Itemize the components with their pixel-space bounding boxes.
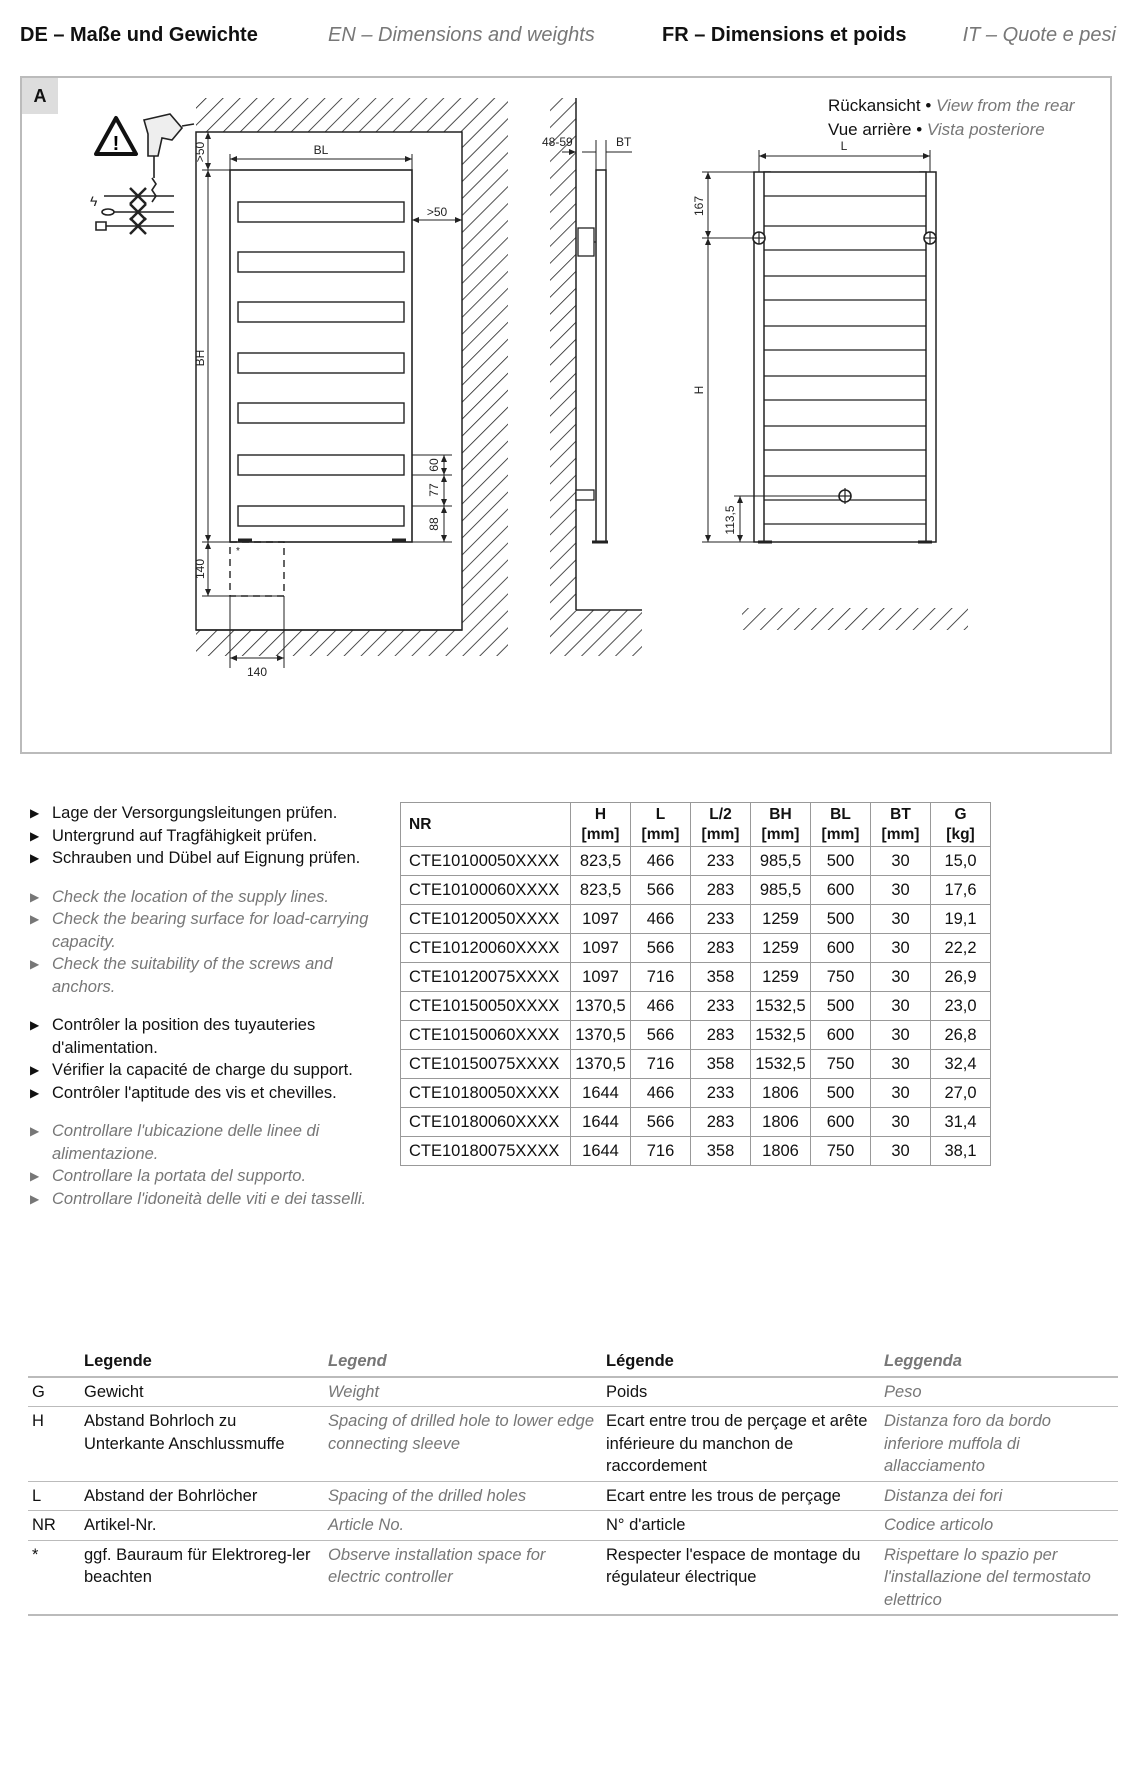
table-cell: 985,5 xyxy=(751,876,811,905)
spec-header-row xyxy=(401,803,991,847)
check-item: ▶ Controllare l'idoneità delle viti e dei tasselli. xyxy=(28,1188,388,1211)
check-item: ▶ Controllare l'ubicazione delle linee di alimentazione. xyxy=(28,1120,388,1165)
figure-tag: A xyxy=(22,78,58,114)
table-cell: 30 xyxy=(871,1137,931,1166)
legend-row xyxy=(28,1511,1118,1541)
check-item: ▶ Untergrund auf Tragfähigkeit prüfen. xyxy=(28,825,388,848)
table-cell: 1370,5 xyxy=(571,992,631,1021)
legend-row xyxy=(28,1540,1118,1615)
header-de: DE – Maße und Gewichte xyxy=(20,24,258,46)
table-cell: 566 xyxy=(631,876,691,905)
legend-cell: * xyxy=(28,1540,80,1615)
table-cell: 38,1 xyxy=(931,1137,991,1166)
table-cell: 233 xyxy=(691,905,751,934)
table-cell: 1097 xyxy=(571,905,631,934)
side-view xyxy=(550,98,642,656)
side-dimension-labels xyxy=(542,135,632,149)
checks-de xyxy=(28,802,388,870)
col-bt: BT [mm] xyxy=(871,803,931,847)
drill-icon xyxy=(144,114,194,202)
legend-cell: Ecart entre les trous de perçage xyxy=(602,1481,880,1511)
legend-head-key xyxy=(28,1347,80,1377)
legend-row xyxy=(28,1407,1118,1482)
table-cell: 283 xyxy=(691,1108,751,1137)
table-cell: 600 xyxy=(811,1021,871,1050)
table-cell: 30 xyxy=(871,847,931,876)
label-60: 60 xyxy=(427,458,441,472)
table-cell: 283 xyxy=(691,876,751,905)
table-cell: 233 xyxy=(691,1079,751,1108)
table-cell: CTE10150060XXXX xyxy=(401,1021,571,1050)
legend-head-de: Legende xyxy=(80,1347,324,1377)
table-cell: 466 xyxy=(631,847,691,876)
table-cell: 985,5 xyxy=(751,847,811,876)
installation-checks xyxy=(28,802,388,1226)
table-cell: 500 xyxy=(811,1079,871,1108)
table-cell: 1532,5 xyxy=(751,1050,811,1079)
table-cell: CTE10120075XXXX xyxy=(401,963,571,992)
table-row xyxy=(401,1050,991,1079)
legend-cell: Gewicht xyxy=(80,1377,324,1407)
col-nr: NR xyxy=(401,803,571,847)
table-cell: 283 xyxy=(691,934,751,963)
checks-en xyxy=(28,886,388,999)
legend-cell: Distanza dei fori xyxy=(880,1481,1118,1511)
table-cell: 716 xyxy=(631,963,691,992)
table-cell: 1806 xyxy=(751,1108,811,1137)
table-cell: 1259 xyxy=(751,963,811,992)
label-wall-gap: 48-59 xyxy=(542,135,573,149)
legend-cell: Spacing of the drilled holes xyxy=(324,1481,602,1511)
label-88: 88 xyxy=(427,517,441,531)
legend-body xyxy=(28,1377,1118,1616)
table-cell: 466 xyxy=(631,992,691,1021)
checks-fr xyxy=(28,1014,388,1104)
label-140-v: 140 xyxy=(193,558,207,580)
legend-cell: ggf. Bauraum für Elektroreg-ler beachten xyxy=(80,1540,324,1615)
radiator-front xyxy=(230,170,412,596)
table-cell: CTE10150050XXXX xyxy=(401,992,571,1021)
table-cell: CTE10180060XXXX xyxy=(401,1108,571,1137)
legend-cell: L xyxy=(28,1481,80,1511)
legend-cell: Poids xyxy=(602,1377,880,1407)
table-cell: 15,0 xyxy=(931,847,991,876)
table-cell: 358 xyxy=(691,963,751,992)
col-bh: BH [mm] xyxy=(751,803,811,847)
legend-cell: Artikel-Nr. xyxy=(80,1511,324,1541)
label-bl: BL xyxy=(313,143,329,157)
label-gt50-side: >50 xyxy=(426,205,448,219)
check-item: ▶ Contrôler la position des tuyauteries d'alimentation. xyxy=(28,1014,388,1059)
table-row xyxy=(401,847,991,876)
header-it: IT – Quote e pesi xyxy=(962,24,1116,46)
label-l: L xyxy=(840,139,848,153)
table-cell: 1370,5 xyxy=(571,1050,631,1079)
table-cell: CTE10180075XXXX xyxy=(401,1137,571,1166)
check-item: ▶ Check the bearing surface for load-carrying capacity. xyxy=(28,908,388,953)
table-cell: 30 xyxy=(871,934,931,963)
table-cell: 1806 xyxy=(751,1137,811,1166)
table-cell: CTE10180050XXXX xyxy=(401,1079,571,1108)
table-cell: 30 xyxy=(871,876,931,905)
table-row xyxy=(401,1108,991,1137)
table-row xyxy=(401,1021,991,1050)
technical-drawing xyxy=(22,78,1114,756)
table-row xyxy=(401,905,991,934)
label-h: H xyxy=(692,385,706,395)
legend-cell: NR xyxy=(28,1511,80,1541)
table-cell: 30 xyxy=(871,992,931,1021)
legend-cell: Distanza foro da bordo inferiore muffola di allacciamento xyxy=(880,1407,1118,1482)
header-en: EN – Dimensions and weights xyxy=(328,24,595,46)
no-gas-icon xyxy=(102,204,174,220)
table-cell: 716 xyxy=(631,1137,691,1166)
table-cell: 30 xyxy=(871,963,931,992)
legend-cell: Peso xyxy=(880,1377,1118,1407)
table-cell: 750 xyxy=(811,1137,871,1166)
legend-head-it: Leggenda xyxy=(880,1347,1118,1377)
table-cell: 1644 xyxy=(571,1137,631,1166)
warning-icon xyxy=(96,118,136,155)
table-cell: 750 xyxy=(811,963,871,992)
table-row xyxy=(401,963,991,992)
table-row xyxy=(401,1137,991,1166)
legend-cell: N° d'article xyxy=(602,1511,880,1541)
rear-view-en: View from the rear xyxy=(936,96,1075,115)
table-cell: 823,5 xyxy=(571,847,631,876)
table-cell: 500 xyxy=(811,992,871,1021)
svg-text:!: ! xyxy=(112,133,120,155)
col-h: H [mm] xyxy=(571,803,631,847)
table-cell: 600 xyxy=(811,876,871,905)
col-l2: L/2 [mm] xyxy=(691,803,751,847)
label-77: 77 xyxy=(427,483,441,497)
table-row xyxy=(401,992,991,1021)
table-cell: 716 xyxy=(631,1050,691,1079)
check-item: ▶ Schrauben und Dübel auf Eignung prüfen. xyxy=(28,847,388,870)
rear-view-it: Vista posteriore xyxy=(926,120,1045,139)
legend-cell: Weight xyxy=(324,1377,602,1407)
check-item: ▶ Controllare la portata del supporto. xyxy=(28,1165,388,1188)
legend-cell: Abstand Bohrloch zu Unterkante Anschlussmuffe xyxy=(80,1407,324,1482)
label-bt: BT xyxy=(616,135,632,149)
table-cell: 31,4 xyxy=(931,1108,991,1137)
table-cell: 1644 xyxy=(571,1108,631,1137)
table-cell: 23,0 xyxy=(931,992,991,1021)
table-cell: CTE10120060XXXX xyxy=(401,934,571,963)
legend-cell: Respecter l'espace de montage du régulateur électrique xyxy=(602,1540,880,1615)
table-cell: 26,8 xyxy=(931,1021,991,1050)
table-cell: 600 xyxy=(811,934,871,963)
table-cell: 19,1 xyxy=(931,905,991,934)
table-cell: 566 xyxy=(631,934,691,963)
table-cell: 466 xyxy=(631,1079,691,1108)
legend-row xyxy=(28,1377,1118,1407)
table-cell: 1532,5 xyxy=(751,992,811,1021)
header-fr: FR – Dimensions et poids xyxy=(662,24,907,46)
spec-body xyxy=(401,847,991,1166)
table-cell: 358 xyxy=(691,1050,751,1079)
legend-cell: G xyxy=(28,1377,80,1407)
table-cell: 30 xyxy=(871,1079,931,1108)
table-cell: 1097 xyxy=(571,934,631,963)
table-cell: 17,6 xyxy=(931,876,991,905)
legend-cell: H xyxy=(28,1407,80,1482)
table-cell: 500 xyxy=(811,847,871,876)
table-cell: 566 xyxy=(631,1108,691,1137)
legend-cell: Article No. xyxy=(324,1511,602,1541)
legend-cell: Codice articolo xyxy=(880,1511,1118,1541)
legend-head-en: Legend xyxy=(324,1347,602,1377)
legend-cell: Spacing of drilled hole to lower edge connecting sleeve xyxy=(324,1407,602,1482)
legend-cell: Ecart entre trou de perçage et arête inférieure du manchon de raccordement xyxy=(602,1407,880,1482)
legend-cell: Rispettare lo spazio per l'installazione del termostato elettrico xyxy=(880,1540,1118,1615)
legend-cell: Abstand der Bohrlöcher xyxy=(80,1481,324,1511)
label-bh: BH xyxy=(193,349,207,367)
label-140-h: 140 xyxy=(246,665,268,679)
label-113: 113,5 xyxy=(723,505,737,535)
table-cell: 22,2 xyxy=(931,934,991,963)
col-bl: BL [mm] xyxy=(811,803,871,847)
table-cell: CTE10100060XXXX xyxy=(401,876,571,905)
table-cell: 30 xyxy=(871,1108,931,1137)
rear-view xyxy=(742,172,968,630)
table-cell: 283 xyxy=(691,1021,751,1050)
no-water-icon xyxy=(96,218,174,234)
label-star: * xyxy=(236,546,240,557)
label-gt50-top: >50 xyxy=(193,141,207,163)
label-167: 167 xyxy=(692,195,706,217)
language-header xyxy=(20,24,1116,58)
table-cell: 500 xyxy=(811,905,871,934)
table-cell: 1259 xyxy=(751,905,811,934)
table-cell: 1644 xyxy=(571,1079,631,1108)
table-cell: 32,4 xyxy=(931,1050,991,1079)
table-row xyxy=(401,1079,991,1108)
table-row xyxy=(401,876,991,905)
legend-header-row xyxy=(28,1347,1118,1377)
table-cell: 233 xyxy=(691,847,751,876)
table-cell: 823,5 xyxy=(571,876,631,905)
legend-cell: Observe installation space for electric controller xyxy=(324,1540,602,1615)
legend-head-fr: Légende xyxy=(602,1347,880,1377)
rear-view-fr: Vue arrière • xyxy=(828,120,923,139)
table-cell: 466 xyxy=(631,905,691,934)
svg-text:ϟ: ϟ xyxy=(90,193,98,209)
col-g: G [kg] xyxy=(931,803,991,847)
table-cell: 26,9 xyxy=(931,963,991,992)
table-cell: 600 xyxy=(811,1108,871,1137)
table-cell: CTE10100050XXXX xyxy=(401,847,571,876)
table-cell: 566 xyxy=(631,1021,691,1050)
table-cell: CTE10120050XXXX xyxy=(401,905,571,934)
table-cell: 27,0 xyxy=(931,1079,991,1108)
table-cell: 30 xyxy=(871,1050,931,1079)
table-cell: 1370,5 xyxy=(571,1021,631,1050)
table-row xyxy=(401,934,991,963)
table-cell: 30 xyxy=(871,1021,931,1050)
spec-table xyxy=(400,802,991,1166)
table-cell: 1806 xyxy=(751,1079,811,1108)
col-l: L [mm] xyxy=(631,803,691,847)
dimension-figure xyxy=(20,76,1112,754)
legend-table xyxy=(28,1347,1118,1616)
table-cell: 1259 xyxy=(751,934,811,963)
check-item: ▶ Check the location of the supply lines. xyxy=(28,886,388,909)
check-item: ▶ Contrôler l'aptitude des vis et chevilles. xyxy=(28,1082,388,1105)
check-item: ▶ Check the suitability of the screws and anchors. xyxy=(28,953,388,998)
table-cell: 233 xyxy=(691,992,751,1021)
table-cell: 1532,5 xyxy=(751,1021,811,1050)
table-cell: CTE10150075XXXX xyxy=(401,1050,571,1079)
check-item: ▶ Vérifier la capacité de charge du support. xyxy=(28,1059,388,1082)
table-cell: 358 xyxy=(691,1137,751,1166)
rear-view-de: Rückansicht • xyxy=(828,96,932,115)
table-cell: 1097 xyxy=(571,963,631,992)
check-item: ▶ Lage der Versorgungsleitungen prüfen. xyxy=(28,802,388,825)
table-cell: 30 xyxy=(871,905,931,934)
legend-row xyxy=(28,1481,1118,1511)
checks-it xyxy=(28,1120,388,1210)
table-cell: 750 xyxy=(811,1050,871,1079)
